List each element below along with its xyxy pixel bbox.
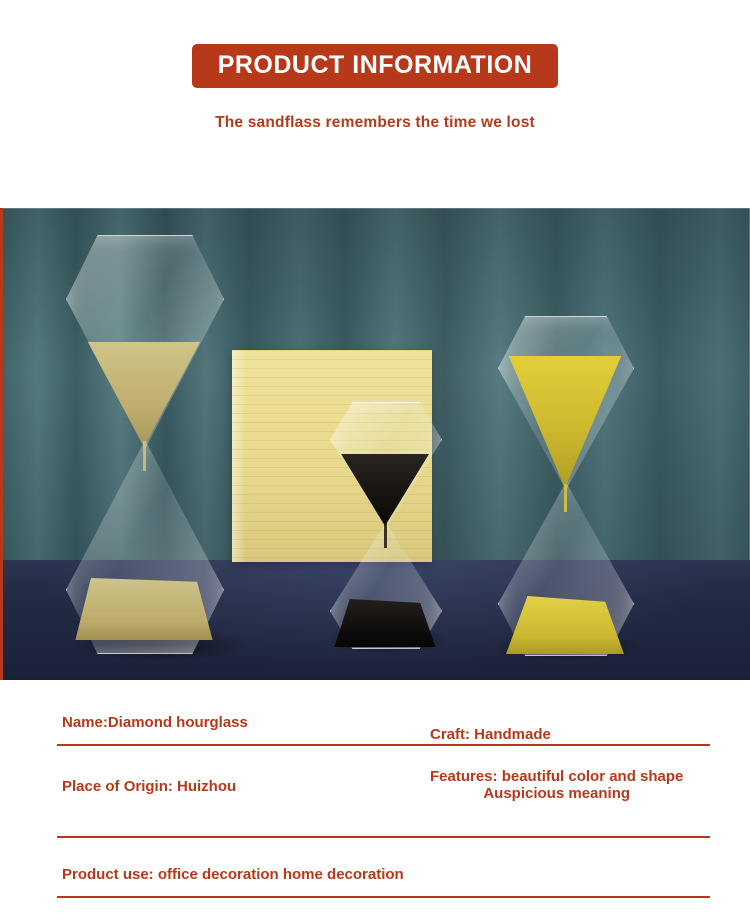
spec-craft: Craft: Handmade [430,726,551,743]
page-subtitle: The sandflass remembers the time we lost [215,114,535,131]
spec-features-main: Features: beautiful color and shape [430,768,684,785]
product-photo [0,208,750,680]
specifications [0,690,750,898]
hourglass-middle [330,402,440,647]
sand-stream [384,522,387,548]
sand-stream [143,441,146,471]
spec-features-sub: Auspicious meaning [483,785,631,802]
spec-row [0,838,750,898]
spec-origin: Place of Origin: Huizhou [62,778,237,795]
sand-stream [564,484,567,512]
spec-row [0,746,750,838]
product-photo-scene [0,208,750,680]
spec-features [430,768,683,802]
spec-product-use: Product use: office decoration home decoration [62,866,404,883]
hourglass-right [498,316,632,654]
hourglass-left [66,235,222,652]
sand-top [498,356,632,488]
spec-row [0,690,750,746]
page-header [0,0,750,132]
page-title: PRODUCT INFORMATION [192,44,559,88]
photo-left-rule [0,208,3,680]
spec-name: Name:Diamond hourglass [62,714,248,731]
sand-top [66,342,222,447]
bottom-divider [57,896,710,898]
